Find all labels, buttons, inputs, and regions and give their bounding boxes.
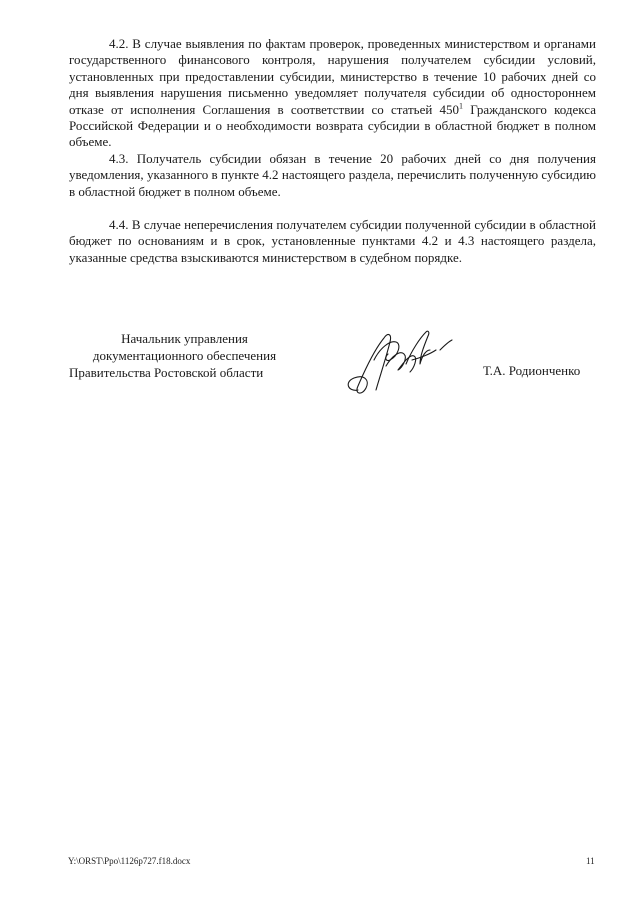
paragraph-4-3-text: 4.3. Получатель субсидии обязан в течение 20 рабочих дней со дня получения уведомления, указанного в пункте 4.2 настоящего раздела, перечислить полученную субсидию в областной бюджет в полном объеме. (69, 151, 596, 199)
article-superscript: 1 (459, 101, 464, 111)
paragraph-4-4-text: 4.4. В случае неперечисления получателем субсидии полученной субсидии в областной бюджет по основаниям и в срок, установленные пунктами 4.2 и 4.3 настоящего раздела, указанные средства взыскиваются министерством в судебном порядке. (69, 217, 596, 265)
paragraph-4-2-main: 4.2. В случае выявления по фактам проверок, проведенных министерством и органами государственного финансового контроля, нарушения получателем субсидии условий, установленных при предоставлении субсидии, министерство в течение 10 рабочих дней со дня выявления нарушения письменно уведомляет получателя субсидии об одностороннем отказе от исполнения Соглашения в соответствии со статьей 450 (69, 36, 596, 117)
footer-page-number: 11 (586, 856, 595, 866)
paragraph-4-2-text (69, 36, 596, 151)
paragraph-4-2 (69, 36, 596, 151)
position-line-2: документационного обеспечения (92, 348, 277, 363)
position-line-1: Начальник управления (121, 331, 248, 346)
footer-file-path: Y:\ORST\Ppo\1126p727.f18.docx (68, 856, 191, 866)
handwritten-signature (340, 320, 460, 400)
position-line-3: Правительства Ростовской области (69, 365, 264, 380)
paragraph-4-4 (69, 217, 596, 266)
signatory-position (62, 330, 307, 381)
paragraph-4-2-tail: Гражданского кодекса Российской Федерации и о необходимости возврата субсидии в областной бюджет в полном объеме. (69, 101, 596, 150)
signatory-name: Т.А. Родионченко (483, 363, 581, 378)
paragraph-4-3 (69, 151, 596, 200)
